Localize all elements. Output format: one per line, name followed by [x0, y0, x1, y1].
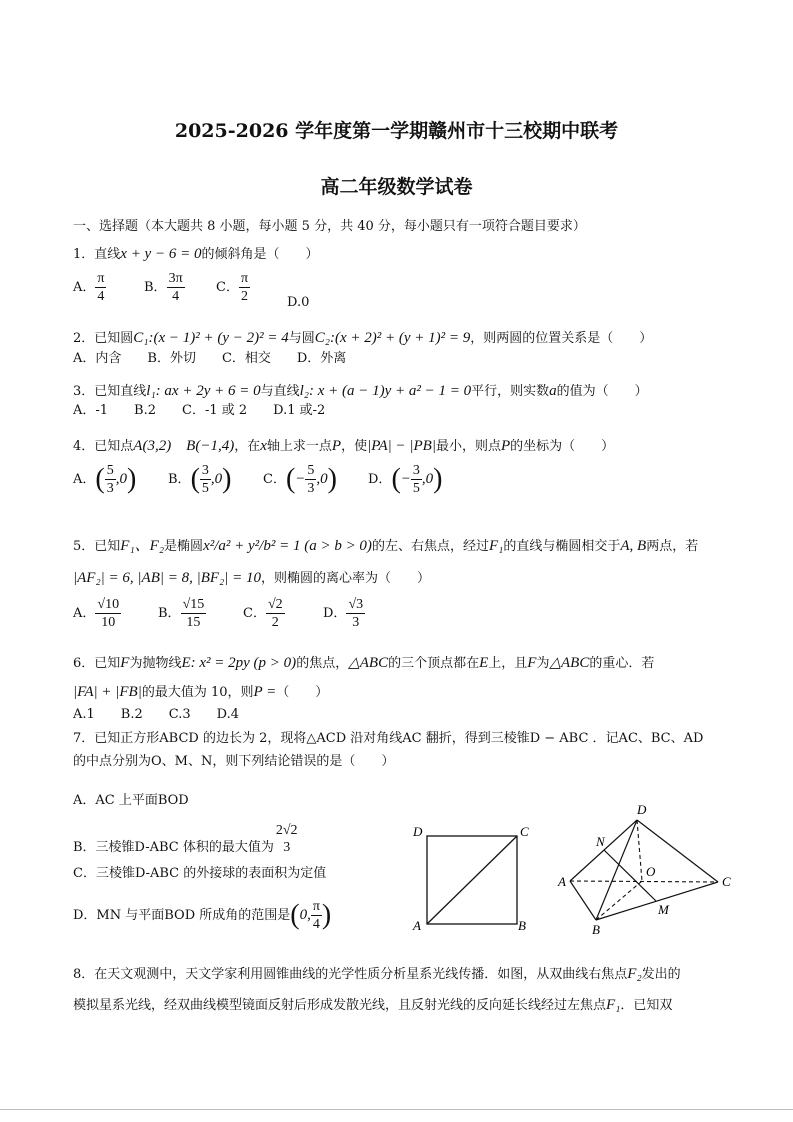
q1-option-a-label: A． — [73, 280, 96, 295]
q2-circle-2: C₂:(x + 2)² + (y + 1)² = 9 — [314, 330, 471, 346]
q1-option-a-frac — [95, 270, 106, 305]
q4-c-tail: ,0 — [316, 471, 328, 487]
q4-post: 最小，则点 — [435, 439, 501, 454]
q5-b-label: B． — [158, 606, 181, 621]
q8-line2-post: ．已知双 — [620, 998, 673, 1013]
page-subtitle: 高二年级数学试卷 — [320, 176, 473, 198]
q7-option-d — [73, 898, 331, 933]
q4-a-den: 3 — [106, 481, 114, 496]
q5-option-a — [73, 596, 121, 631]
q8-f1: F₁ — [606, 997, 621, 1013]
q1-option-c — [216, 270, 250, 305]
q2-mid: 与圆 — [288, 331, 315, 346]
q7-d-text: D．MN 与平面BOD 所成角的范围是 — [73, 908, 291, 923]
q4-b-tail: ,0 — [210, 471, 223, 487]
q4-a-lparen: ( — [95, 463, 105, 495]
q1-b-num: 3π — [168, 271, 183, 286]
q5-pre: 5．已知 — [73, 539, 121, 554]
q5-mid1: 是椭圆 — [164, 539, 204, 554]
q5-a-num: √10 — [97, 597, 120, 612]
q1-option-b — [144, 270, 185, 305]
q1-a-den: 4 — [97, 289, 105, 304]
q6-line2-post: （ ） — [276, 685, 329, 700]
q3-mid: 与直线 — [260, 384, 300, 399]
q6-mid2: 的焦点， — [296, 656, 349, 671]
q3-var: a — [549, 383, 557, 399]
q5-a-label: A． — [73, 606, 96, 621]
q6-f: F — [120, 655, 130, 671]
question-2 — [73, 330, 652, 347]
q4-mid2: 轴上求一点 — [266, 439, 332, 454]
q5-line-2 — [73, 570, 430, 587]
q7-b-num: 2√2 — [275, 823, 298, 838]
q5-c-frac — [266, 596, 285, 631]
q7-d-frac — [311, 898, 322, 933]
q2-circle-1: C₁:(x − 1)² + (y − 2)² = 4 — [133, 330, 289, 346]
q4-option-a — [73, 462, 136, 497]
q4-option-d — [368, 462, 442, 497]
q7-pyramid-figure — [552, 802, 742, 938]
q5-d-frac — [346, 596, 365, 631]
q7-b-frac — [274, 822, 300, 856]
q1-option-c-label: C． — [216, 280, 239, 295]
q8-line-1 — [73, 966, 681, 983]
q4-c-frac — [305, 462, 316, 497]
q7-d-zero: 0, — [299, 907, 311, 923]
q3-post2: 的值为（ ） — [556, 384, 648, 399]
q1-equation: x + y − 6 = 0 — [120, 246, 202, 262]
q6-parabola: E: x² = 2py (p > 0) — [181, 655, 297, 671]
q4-b-frac — [200, 462, 211, 497]
q6-triangle-2: △ABC — [549, 655, 590, 671]
q4-d-den: 5 — [412, 481, 420, 496]
q1-c-den: 2 — [240, 289, 248, 304]
q7-b-den: 3 — [283, 840, 291, 855]
q5-line2-post: ，则椭圆的离心率为（ ） — [261, 571, 431, 586]
q4-points: A(3,2) B(−1,4) — [133, 438, 235, 454]
q4-post2: 的坐标为（ ） — [510, 439, 615, 454]
q4-c-den: 3 — [307, 481, 315, 496]
q4-c-label: C． — [263, 472, 286, 487]
q8-line-2 — [73, 997, 672, 1014]
q5-c-den: 2 — [271, 615, 279, 630]
q4-d-label: D． — [368, 472, 392, 487]
q7-d-den: 4 — [312, 917, 320, 932]
q2-options: A．内含 B．外切 C．相交 D．外离 — [73, 351, 347, 366]
pyramid-label-c: C — [722, 874, 731, 889]
q5-b-num: √15 — [182, 597, 205, 612]
q4-b-lparen: ( — [190, 463, 200, 495]
q4-d-frac — [411, 462, 422, 497]
q1-option-b-label: B． — [144, 280, 167, 295]
q6-sum-expr: |FA| + |FB| — [73, 684, 142, 700]
q2-pre: 2．已知圆 — [73, 331, 134, 346]
q4-mid3: ，使 — [341, 439, 368, 454]
q6-mid4: 上，且 — [488, 656, 528, 671]
q1-option-b-frac — [167, 270, 185, 305]
q8-line1-pre: 8．在天文观测中，天文学家利用圆锥曲线的光学性质分析星系光线传播．如图，从双曲线右焦点 — [73, 967, 628, 982]
q4-b-num: 3 — [201, 463, 209, 478]
q5-d-label: D． — [323, 606, 347, 621]
q4-mid1: ，在 — [234, 439, 261, 454]
square-label-b: B — [518, 918, 526, 933]
q6-options: A.1 B.2 C.3 D.4 — [73, 707, 239, 722]
q5-lengths: |AF₂| = 6, |AB| = 8, |BF₂| = 10 — [73, 570, 262, 586]
q3-line-1: l₁: ax + 2y + 6 = 0 — [146, 383, 261, 399]
q3-options: A．-1 B.2 C．-1 或 2 D.1 或-2 — [73, 403, 326, 418]
q5-mid2: 的左、右焦点，经过 — [371, 539, 489, 554]
q4-a-num: 5 — [106, 463, 114, 478]
q4-b-den: 5 — [201, 481, 209, 496]
q4-d-tail: ,0 — [421, 471, 434, 487]
q4-c-rparen: ) — [327, 463, 337, 495]
q5-ellipse: x²/a² + y²/b² = 1 (a > b > 0) — [203, 538, 372, 554]
q1-option-c-frac — [239, 270, 250, 305]
q7-b-text: B．三棱锥D-ABC 体积的最大值为 — [73, 840, 274, 855]
q4-d-sign: − — [400, 471, 411, 487]
q5-d-den: 3 — [352, 615, 360, 630]
q7-square-figure — [405, 822, 545, 934]
q5-b-den: 15 — [186, 615, 201, 630]
q8-line2-pre: 模拟星系光线，经双曲线模型镜面反射后形成发散光线，且反射光线的反向延长线经过左焦点 — [73, 998, 607, 1013]
q6-f2: F — [527, 655, 537, 671]
q1-option-a — [73, 270, 106, 305]
q5-mid3: 的直线与椭圆相交于 — [503, 539, 621, 554]
square-diagonal — [427, 836, 517, 924]
question-1 — [73, 246, 318, 263]
q5-a-den: 10 — [101, 615, 116, 630]
q4-a-rparen: ) — [126, 463, 137, 495]
q5-d-num: √3 — [348, 597, 364, 612]
q7-line-2: 的中点分别为O、M、N，则下列结论错误的是（ ） — [73, 754, 395, 769]
q3-line-2: l₂: x + (a − 1)y + a² − 1 = 0 — [299, 383, 472, 399]
q4-b-label: B． — [168, 472, 191, 487]
q1-pre: 1．直线 — [73, 247, 121, 262]
question-3 — [73, 383, 648, 400]
edge-ab — [570, 881, 596, 920]
q4-option-b — [168, 462, 231, 497]
page-title: 2025-2026 学年度第一学期赣州市十三校期中联考 — [174, 120, 619, 142]
q6-mid6: 的重心．若 — [589, 656, 655, 671]
q6-pre: 6．已知 — [73, 656, 121, 671]
q5-foci: F₁、F₂ — [120, 538, 165, 554]
q4-var-x: x — [260, 438, 267, 454]
q4-c-lparen: ( — [285, 463, 296, 495]
pyramid-label-m: M — [658, 902, 669, 917]
q6-mid5: 为 — [536, 656, 550, 671]
q8-line1-post: 发出的 — [641, 967, 681, 982]
question-5 — [73, 538, 698, 555]
pyramid-label-o: O — [646, 864, 656, 879]
q8-f2: F₂ — [627, 966, 642, 982]
q7-d-rparen: ) — [321, 899, 332, 931]
q2-post: ，则两圆的位置关系是（ ） — [470, 331, 653, 346]
pyramid-label-b: B — [592, 922, 600, 937]
q7-option-c: C．三棱锥D-ABC 的外接球的表面积为定值 — [73, 866, 327, 881]
q6-mid3: 的三个顶点都在 — [388, 656, 480, 671]
q4-d-rparen: ) — [433, 463, 443, 495]
q4-abs-expr: |PA| − |PB| — [367, 438, 436, 454]
q7-d-num: π — [312, 899, 320, 914]
q4-c-num: 5 — [307, 463, 315, 478]
q4-d-num: 3 — [412, 463, 420, 478]
q4-var-p: P — [331, 438, 342, 454]
q6-line2-mid: 的最大值为 10，则 — [141, 685, 254, 700]
q1-b-den: 4 — [172, 289, 180, 304]
edge-ac-hidden — [570, 881, 718, 882]
square-label-a: A — [413, 918, 421, 933]
q5-b-frac — [181, 596, 207, 631]
pyramid-label-a: A — [558, 874, 566, 889]
q1-post: 的倾斜角是（ ） — [201, 247, 319, 262]
square-label-d: D — [413, 824, 423, 839]
segment-do-hidden — [637, 820, 642, 881]
q5-f1: F₁ — [488, 538, 504, 554]
page-bottom-rule — [0, 1109, 793, 1110]
q6-e: E — [479, 655, 489, 671]
edge-bc — [596, 882, 718, 920]
square-label-c: C — [520, 824, 529, 839]
q5-option-b — [158, 596, 206, 631]
q1-option-d: D.0 — [287, 295, 310, 310]
q4-c-sign: − — [295, 471, 306, 487]
segment-bo-hidden — [596, 881, 642, 920]
q5-ab: A, B — [620, 538, 647, 554]
q4-a-label: A． — [73, 472, 96, 487]
q7-option-b — [73, 822, 300, 856]
pyramid-label-n: N — [596, 834, 605, 849]
q5-a-frac — [95, 596, 121, 631]
pyramid-label-d: D — [637, 802, 647, 817]
q4-var-p2: P — [500, 438, 511, 454]
q4-a-frac — [105, 462, 116, 497]
q6-line-2 — [73, 684, 328, 701]
q3-pre: 3．已知直线 — [73, 384, 147, 399]
q6-triangle: △ABC — [348, 655, 389, 671]
q7-line-1: 7．已知正方形ABCD 的边长为 2，现将△ACD 沿对角线AC 翻折，得到三棱锥D − ABC ．记AC、BC、AD — [73, 731, 704, 746]
q4-option-c — [263, 462, 337, 497]
q4-b-rparen: ) — [222, 463, 232, 495]
q5-option-c — [243, 596, 285, 631]
q4-a-tail: ,0 — [115, 471, 127, 487]
q5-c-num: √2 — [267, 597, 283, 612]
q6-p: P = — [253, 684, 277, 700]
q5-c-label: C． — [243, 606, 266, 621]
q4-pre: 4．已知点 — [73, 439, 134, 454]
q1-c-num: π — [240, 271, 249, 286]
q7-option-a: A．AC 上平面BOD — [73, 793, 189, 808]
q6-mid1: 为抛物线 — [129, 656, 182, 671]
q7-d-lparen: ( — [290, 899, 300, 931]
q5-mid4: 两点，若 — [646, 539, 699, 554]
question-6 — [73, 655, 654, 672]
question-4 — [73, 438, 614, 455]
q1-a-num: π — [97, 271, 105, 286]
q3-post1: 平行，则实数 — [471, 384, 550, 399]
q4-d-lparen: ( — [391, 463, 401, 495]
q5-option-d — [323, 596, 365, 631]
section-heading: 一、选择题（本大题共 8 小题，每小题 5 分，共 40 分，每小题只有一项符合题目要求） — [73, 219, 586, 234]
